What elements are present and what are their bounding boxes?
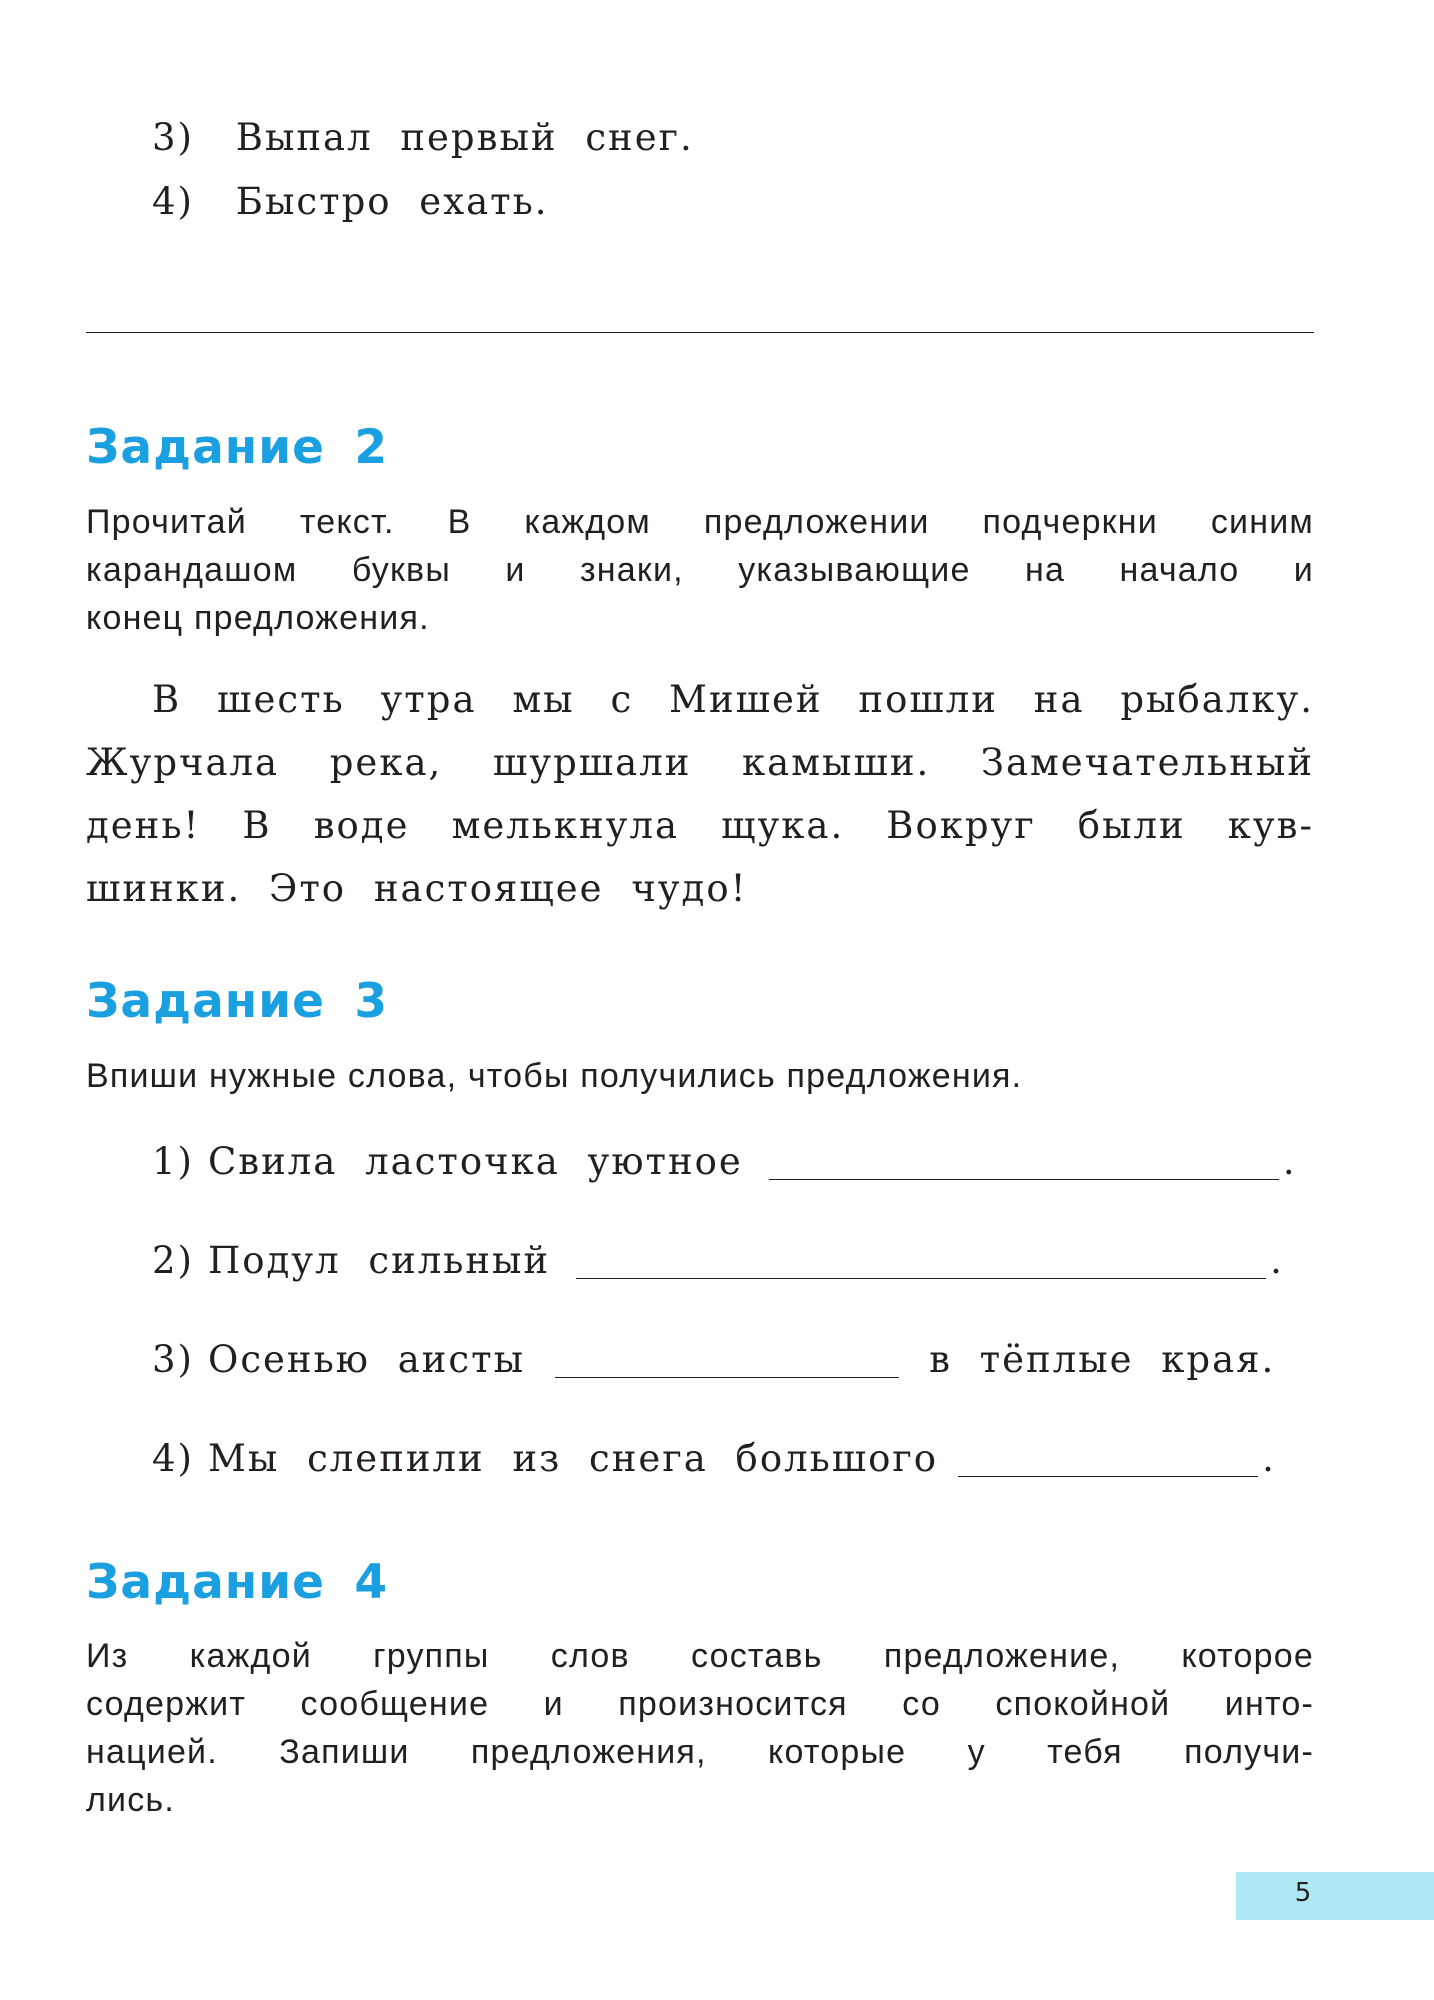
story-line: день! В воде мелькнула щука. Вокруг были кув- bbox=[86, 804, 1314, 847]
item-ending: в тёплые края. bbox=[929, 1338, 1276, 1381]
item-number: 2) bbox=[152, 1239, 194, 1282]
task3-heading: Задание 3 bbox=[86, 974, 389, 1029]
instruction-line: Прочитай текст. В каждом предложении подчеркни синим bbox=[86, 503, 1314, 541]
item-text: Мы слепили из снега большого bbox=[207, 1437, 939, 1480]
answer-blank[interactable] bbox=[576, 1277, 1266, 1279]
task2-story bbox=[86, 668, 1314, 920]
page-number-tab bbox=[1236, 1872, 1434, 1920]
item-number: 4) bbox=[152, 1437, 194, 1480]
task4-instruction bbox=[86, 1632, 1314, 1824]
item-text: Свила ласточка уютное bbox=[207, 1140, 743, 1183]
answer-blank[interactable] bbox=[769, 1178, 1279, 1180]
instruction-line: нацией. Запиши предложения, которые у тебя получи- bbox=[86, 1733, 1314, 1771]
instruction-line: содержит сообщение и произносится со спокойной инто- bbox=[86, 1685, 1314, 1723]
task2-heading: Задание 2 bbox=[86, 420, 389, 475]
instruction-line: Из каждой группы слов составь предложение, которое bbox=[86, 1637, 1314, 1675]
task3-item-3 bbox=[152, 1338, 1314, 1388]
page-number: 5 bbox=[1294, 1878, 1312, 1908]
task3-item-2 bbox=[152, 1239, 1314, 1289]
instruction-line: карандашом буквы и знаки, указывающие на начало и bbox=[86, 551, 1314, 589]
task1-item-4 bbox=[152, 180, 549, 223]
story-line: В шесть утра мы с Мишей пошли на рыбалку. bbox=[152, 678, 1314, 721]
item-number: 1) bbox=[152, 1140, 194, 1183]
task3-instruction bbox=[86, 1052, 1314, 1100]
task4-heading: Задание 4 bbox=[86, 1555, 389, 1610]
answer-blank[interactable] bbox=[958, 1475, 1258, 1477]
item-ending: . bbox=[1262, 1437, 1276, 1480]
item-text: Осенью аисты bbox=[207, 1338, 526, 1381]
task2-instruction bbox=[86, 498, 1314, 642]
task1-item-3 bbox=[152, 116, 694, 159]
item-ending: . bbox=[1282, 1140, 1297, 1183]
instruction-line: Впиши нужные слова, чтобы получились предложения. bbox=[86, 1057, 1023, 1095]
item-text: Подул сильный bbox=[207, 1239, 551, 1282]
answer-blank[interactable] bbox=[555, 1376, 899, 1378]
story-line: шинки. Это настоящее чудо! bbox=[86, 867, 748, 910]
item-text: Выпал первый снег. bbox=[235, 116, 694, 159]
section-divider bbox=[86, 332, 1314, 333]
item-text: Быстро ехать. bbox=[235, 180, 549, 223]
instruction-line: конец предложения. bbox=[86, 599, 430, 637]
task3-item-4 bbox=[152, 1437, 1314, 1487]
instruction-line: лись. bbox=[86, 1781, 175, 1819]
item-number: 4) bbox=[152, 180, 194, 223]
item-ending: . bbox=[1270, 1239, 1284, 1282]
item-number: 3) bbox=[152, 116, 194, 159]
task3-item-1 bbox=[152, 1140, 1314, 1190]
item-number: 3) bbox=[152, 1338, 194, 1381]
story-line: Журчала река, шуршали камыши. Замечательный bbox=[86, 741, 1314, 784]
